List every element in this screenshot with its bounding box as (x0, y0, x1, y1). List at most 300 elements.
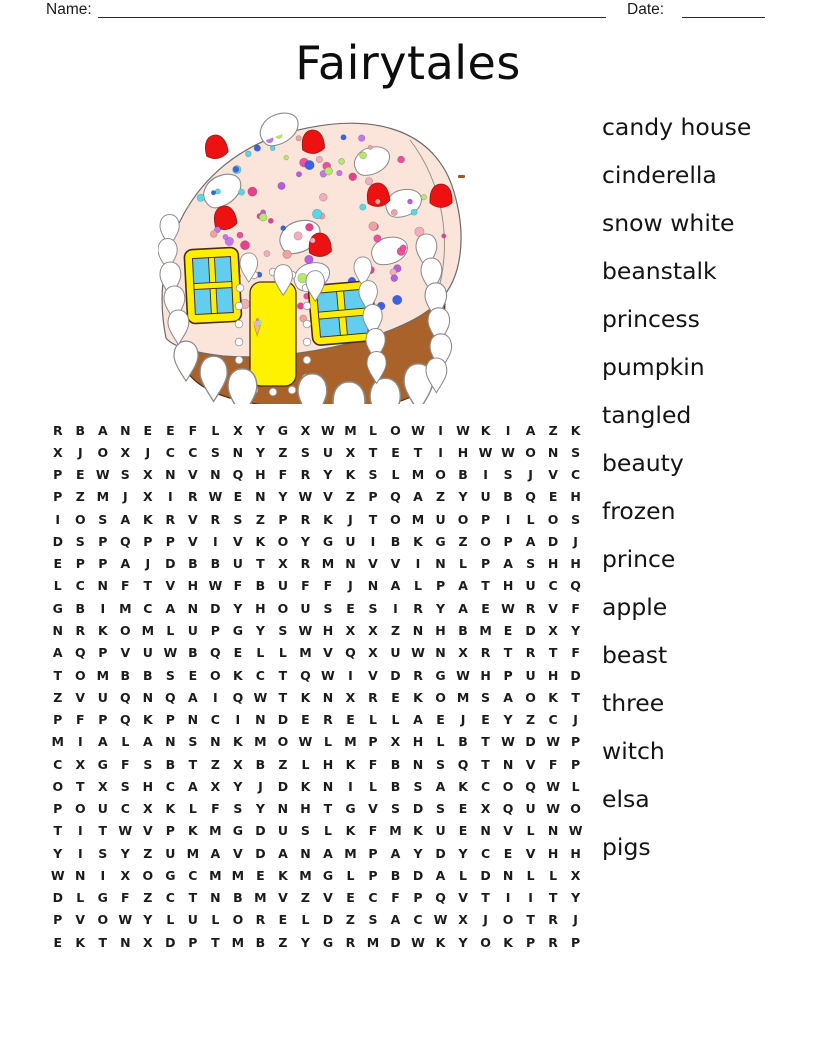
grid-letter: L (211, 422, 220, 438)
grid-letter: Y (300, 934, 310, 950)
grid-letter: D (547, 533, 559, 549)
grid-letter: X (458, 912, 468, 928)
grid-letter: F (368, 756, 378, 772)
grid-letter: K (300, 778, 311, 794)
grid-letter: C (188, 444, 198, 460)
grid-letter: B (390, 867, 401, 883)
grid-letter: C (480, 845, 491, 861)
grid-letter: W (163, 645, 178, 661)
grid-letter: E (481, 600, 490, 616)
grid-letter: T (98, 823, 108, 839)
sprinkle-dot (182, 201, 190, 209)
sprinkle-dot (358, 135, 365, 142)
grid-letter: T (323, 801, 333, 817)
word-list-item: frozen (602, 497, 676, 525)
grid-letter: W (298, 489, 313, 505)
grid-letter: M (299, 645, 312, 661)
grid-letter: W (546, 734, 560, 750)
grid-letter: N (255, 489, 266, 505)
grid-letter: Q (119, 712, 131, 728)
grid-letter: L (459, 867, 468, 883)
grid-letter: A (188, 689, 198, 705)
grid-letter: W (568, 823, 583, 839)
grid-letter: E (233, 645, 243, 661)
grid-letter: S (571, 511, 581, 527)
grid-letter: X (143, 467, 153, 483)
grid-letter: T (481, 890, 490, 906)
grid-letter: K (142, 712, 153, 728)
grid-letter: P (75, 556, 85, 572)
grid-letter: I (393, 600, 398, 616)
grid-letter: K (323, 511, 333, 527)
door-button-dot (303, 356, 311, 364)
word-list-item: candy house (602, 113, 752, 141)
grid-letter: D (570, 667, 581, 683)
grid-letter: M (51, 734, 64, 750)
grid-letter: H (412, 734, 424, 750)
grid-letter: S (98, 845, 108, 861)
grid-letter: W (253, 689, 268, 705)
grid-letter: M (96, 667, 110, 683)
sprinkle-dot (349, 173, 357, 181)
grid-letter: L (278, 645, 287, 661)
grid-letter: Y (143, 912, 153, 928)
grid-letter: U (322, 444, 334, 460)
grid-letter: T (368, 444, 378, 460)
grid-letter: A (525, 533, 536, 549)
word-list-item: snow white (602, 209, 735, 237)
grid-letter: J (122, 489, 128, 505)
grid-letter: K (458, 778, 468, 794)
grid-letter: Q (119, 533, 131, 549)
grid-letter: H (547, 667, 559, 683)
grid-letter: M (344, 845, 357, 861)
grid-letter: Y (458, 934, 468, 950)
sprinkle-dot (211, 190, 216, 195)
grid-letter: E (436, 712, 445, 728)
grid-letter: K (345, 823, 356, 839)
grid-letter: P (210, 623, 220, 639)
grid-letter: H (322, 623, 334, 639)
grid-letter: H (255, 467, 266, 483)
grid-letter: K (255, 533, 266, 549)
grid-letter: S (165, 667, 175, 683)
grid-letter: T (481, 734, 490, 750)
grid-letter: T (481, 756, 490, 772)
sprinkle-dot (391, 209, 397, 215)
grid-letter: V (188, 511, 198, 527)
sprinkle-dot (365, 178, 372, 185)
grid-letter: Q (165, 689, 176, 705)
grid-letter: U (142, 645, 153, 661)
grid-letter: A (435, 867, 446, 883)
grid-letter: N (232, 444, 244, 460)
word-list-item: beast (602, 641, 668, 669)
grid-letter: W (118, 912, 133, 928)
grid-letter: N (75, 867, 86, 883)
grid-letter: N (165, 467, 176, 483)
grid-letter: I (168, 489, 173, 505)
grid-letter: S (143, 756, 153, 772)
grid-letter: B (255, 578, 266, 594)
grid-letter: W (411, 422, 425, 438)
grid-letter: X (143, 489, 153, 505)
word-list (602, 103, 751, 871)
grid-letter: Z (526, 712, 536, 728)
grid-letter: I (77, 845, 83, 861)
grid-letter: P (368, 489, 378, 505)
grid-letter: L (368, 778, 377, 794)
grid-letter: O (97, 444, 109, 460)
grid-letter: V (75, 912, 86, 928)
grid-letter: R (255, 912, 266, 928)
grid-letter: V (525, 845, 536, 861)
grid-letter: R (52, 422, 63, 438)
grid-letter: B (458, 467, 468, 483)
grid-letter: V (75, 689, 86, 705)
grid-letter: X (345, 689, 356, 705)
grid-letter: N (502, 756, 514, 772)
grid-letter: Y (458, 489, 468, 505)
grid-letter: I (213, 689, 218, 705)
grid-letter: D (412, 801, 424, 817)
word-list-item: three (602, 689, 665, 717)
grid-letter: B (233, 890, 243, 906)
word-list-item: apple (602, 593, 668, 621)
grid-letter: U (435, 823, 446, 839)
grid-letter: Y (233, 600, 243, 616)
grid-letter: V (323, 645, 333, 661)
grid-letter: B (143, 667, 153, 683)
grid-letter: S (75, 533, 85, 549)
grid-letter: L (323, 823, 332, 839)
word-list-item: pigs (602, 833, 651, 861)
door-button-dot (235, 320, 243, 328)
grid-letter: W (321, 422, 335, 438)
grid-letter: X (75, 756, 86, 772)
grid-letter: X (300, 422, 311, 438)
grid-letter: V (120, 645, 131, 661)
grid-letter: H (255, 600, 266, 616)
grid-letter: K (300, 689, 311, 705)
grid-letter: T (53, 823, 63, 839)
sprinkle-dot (391, 275, 398, 282)
icing-drip (228, 369, 257, 404)
grid-letter: R (368, 689, 378, 705)
sprinkle-dot (278, 182, 285, 189)
grid-letter: W (298, 623, 313, 639)
grid-letter: W (501, 734, 515, 750)
grid-letter: T (368, 511, 378, 527)
grid-letter: U (435, 511, 446, 527)
grid-letter: S (368, 600, 378, 616)
grid-letter: H (435, 623, 446, 639)
grid-letter: X (345, 444, 356, 460)
grid-letter: O (74, 667, 86, 683)
grid-letter: V (142, 823, 153, 839)
grid-letter: D (165, 556, 176, 572)
grid-letter: Z (143, 890, 153, 906)
grid-letter: Q (119, 689, 131, 705)
grid-letter: E (481, 712, 490, 728)
word-list-item: beauty (602, 449, 684, 477)
grid-letter: E (391, 689, 400, 705)
grid-letter: H (547, 556, 559, 572)
grid-letter: R (323, 712, 333, 728)
grid-letter: A (188, 778, 198, 794)
grid-letter: T (256, 556, 265, 572)
grid-letter: Z (210, 756, 220, 772)
sprinkle-dot (306, 223, 314, 231)
grid-letter: L (256, 645, 265, 661)
grid-letter: A (390, 912, 401, 928)
word-list-item: princess (602, 305, 700, 333)
grid-letter: I (55, 511, 61, 527)
grid-letter: A (525, 422, 536, 438)
grid-letter: J (460, 712, 466, 728)
grid-letter: T (53, 667, 63, 683)
grid-letter: Q (232, 689, 244, 705)
sprinkle-dot (254, 145, 260, 151)
grid-letter: X (52, 444, 63, 460)
grid-letter: T (571, 689, 580, 705)
grid-letter: U (300, 600, 311, 616)
grid-letter: K (570, 422, 581, 438)
grid-letter: A (52, 645, 63, 661)
grid-letter: N (367, 578, 379, 594)
date-fill-line (682, 17, 765, 18)
grid-letter: G (435, 667, 446, 683)
grid-letter: B (75, 422, 86, 438)
grid-letter: J (145, 444, 151, 460)
grid-letter: B (120, 667, 131, 683)
grid-letter: V (458, 890, 468, 906)
sprinkle-dot (374, 235, 381, 242)
grid-letter: A (503, 689, 513, 705)
grid-letter: V (548, 467, 558, 483)
grid-letter: T (98, 934, 108, 950)
grid-letter: C (165, 778, 175, 794)
grid-letter: L (526, 823, 535, 839)
grid-letter: O (390, 511, 401, 527)
sprinkle-dot (337, 170, 343, 176)
grid-letter: E (346, 890, 355, 906)
sprinkle-dot (296, 172, 301, 177)
grid-letter: E (458, 801, 468, 817)
grid-letter: K (233, 734, 243, 750)
grid-letter: P (98, 533, 108, 549)
grid-letter: X (345, 623, 356, 639)
grid-letter: S (526, 556, 536, 572)
grid-letter: D (322, 912, 334, 928)
grid-letter: M (344, 422, 357, 438)
grid-letter: Y (503, 712, 513, 728)
grid-letter: F (571, 600, 580, 616)
grid-letter: K (188, 823, 198, 839)
word-list-item: cinderella (602, 161, 717, 189)
grid-letter: D (165, 934, 176, 950)
sprinkle-dot (305, 255, 314, 264)
grid-letter: A (165, 600, 176, 616)
grid-letter: H (322, 756, 334, 772)
grid-letter: C (571, 467, 581, 483)
grid-letter: X (368, 645, 378, 661)
grid-letter: W (433, 912, 448, 928)
grid-letter: E (503, 845, 513, 861)
sprinkle-dot (241, 139, 246, 144)
grid-letter: M (389, 823, 402, 839)
grid-letter: X (143, 801, 153, 817)
grid-letter: S (368, 467, 378, 483)
grid-letter: H (187, 578, 199, 594)
grid-letter: P (165, 823, 175, 839)
grid-letter: E (391, 444, 400, 460)
grid-letter: X (570, 867, 581, 883)
sprinkle-dot (369, 222, 378, 231)
grid-letter: T (413, 444, 423, 460)
sprinkle-dot (210, 231, 217, 238)
grid-letter: W (411, 645, 425, 661)
grid-letter: P (571, 934, 581, 950)
grid-letter: P (53, 489, 63, 505)
grid-letter: N (322, 778, 334, 794)
grid-letter: R (413, 600, 423, 616)
grid-letter: M (411, 511, 425, 527)
grid-letter: R (548, 934, 558, 950)
grid-letter: S (413, 778, 423, 794)
grid-letter: Q (525, 778, 536, 794)
grid-letter: S (210, 444, 220, 460)
grid-letter: W (501, 600, 515, 616)
grid-letter: A (390, 578, 401, 594)
grid-letter: O (502, 912, 514, 928)
grid-letter: H (502, 578, 514, 594)
grid-letter: U (232, 556, 243, 572)
grid-letter: M (209, 867, 222, 883)
grid-letter: Z (548, 422, 558, 438)
grid-letter: I (505, 422, 511, 438)
grid-letter: I (348, 778, 353, 794)
sprinkle-dot (238, 189, 244, 195)
sprinkle-dot (368, 145, 372, 149)
grid-letter: K (413, 689, 423, 705)
sprinkle-dot (268, 218, 273, 223)
grid-letter: F (571, 645, 580, 661)
grid-letter: Z (75, 489, 85, 505)
grid-letter: C (255, 667, 265, 683)
grid-letter: Y (255, 444, 265, 460)
grid-letter: X (548, 623, 558, 639)
grid-letter: D (525, 623, 536, 639)
grid-letter: O (277, 600, 289, 616)
grid-letter: I (528, 890, 533, 906)
grid-letter: W (50, 867, 65, 883)
grid-letter: J (528, 467, 533, 483)
grid-letter: P (165, 712, 175, 728)
grid-letter: D (210, 600, 221, 616)
grid-letter: N (412, 756, 424, 772)
grid-letter: N (165, 734, 176, 750)
grid-letter: L (368, 712, 377, 728)
grid-letter: M (231, 934, 245, 950)
grid-letter: L (53, 578, 62, 594)
grid-letter: T (548, 645, 558, 661)
grid-letter: G (322, 934, 334, 950)
grid-letter: N (435, 556, 446, 572)
grid-letter: O (74, 801, 86, 817)
grid-letter: U (277, 823, 288, 839)
grid-letter: I (100, 600, 106, 616)
grid-letter: A (142, 734, 153, 750)
grid-letter: Z (300, 890, 310, 906)
grid-letter: X (233, 756, 243, 772)
grid-letter: H (300, 801, 311, 817)
grid-letter: E (346, 712, 355, 728)
grid-letter: P (368, 845, 378, 861)
grid-letter: K (480, 422, 491, 438)
grid-letter: K (75, 934, 86, 950)
grid-letter: Y (255, 623, 265, 639)
grid-letter: V (278, 890, 288, 906)
grid-letter: Y (458, 845, 468, 861)
grid-letter: I (483, 467, 488, 483)
grid-letter: T (143, 578, 153, 594)
grid-letter: R (300, 467, 311, 483)
sprinkle-dot (296, 136, 301, 141)
grid-letter: V (548, 600, 558, 616)
grid-letter: I (438, 422, 443, 438)
grid-letter: I (77, 734, 83, 750)
grid-letter: J (573, 533, 578, 549)
grid-letter: H (480, 667, 491, 683)
grid-letter: L (188, 801, 197, 817)
grid-letter: R (300, 556, 311, 572)
grid-letter: X (210, 778, 221, 794)
grid-letter: T (278, 667, 288, 683)
sprinkle-dot (294, 232, 302, 240)
sprinkle-dot (375, 199, 380, 204)
grid-letter: A (390, 845, 401, 861)
sprinkle-dot (215, 189, 220, 194)
grid-letter: M (119, 600, 132, 616)
grid-letter: L (211, 912, 220, 928)
grid-letter: I (77, 823, 83, 839)
grid-letter: N (120, 422, 131, 438)
grid-letter: T (211, 934, 220, 950)
grid-letter: T (188, 890, 198, 906)
grid-letter: T (481, 578, 490, 594)
grid-letter: P (413, 890, 423, 906)
grid-letter: V (165, 578, 176, 594)
grid-letter: A (323, 845, 333, 861)
grid-letter: V (188, 533, 198, 549)
sprinkle-dot (319, 193, 327, 201)
grid-letter: W (501, 444, 515, 460)
grid-letter: Z (278, 756, 288, 772)
grid-letter: Y (413, 845, 423, 861)
grid-letter: G (322, 533, 334, 549)
sprinkle-dot (312, 209, 322, 219)
grid-letter: Q (300, 667, 311, 683)
grid-letter: W (118, 823, 133, 839)
grid-letter: J (77, 444, 83, 460)
grid-letter: O (480, 533, 491, 549)
grid-letter: Z (435, 489, 446, 505)
grid-letter: Q (525, 489, 536, 505)
grid-letter: D (412, 867, 424, 883)
grid-letter: E (548, 489, 558, 505)
sprinkle-dot (421, 194, 427, 200)
